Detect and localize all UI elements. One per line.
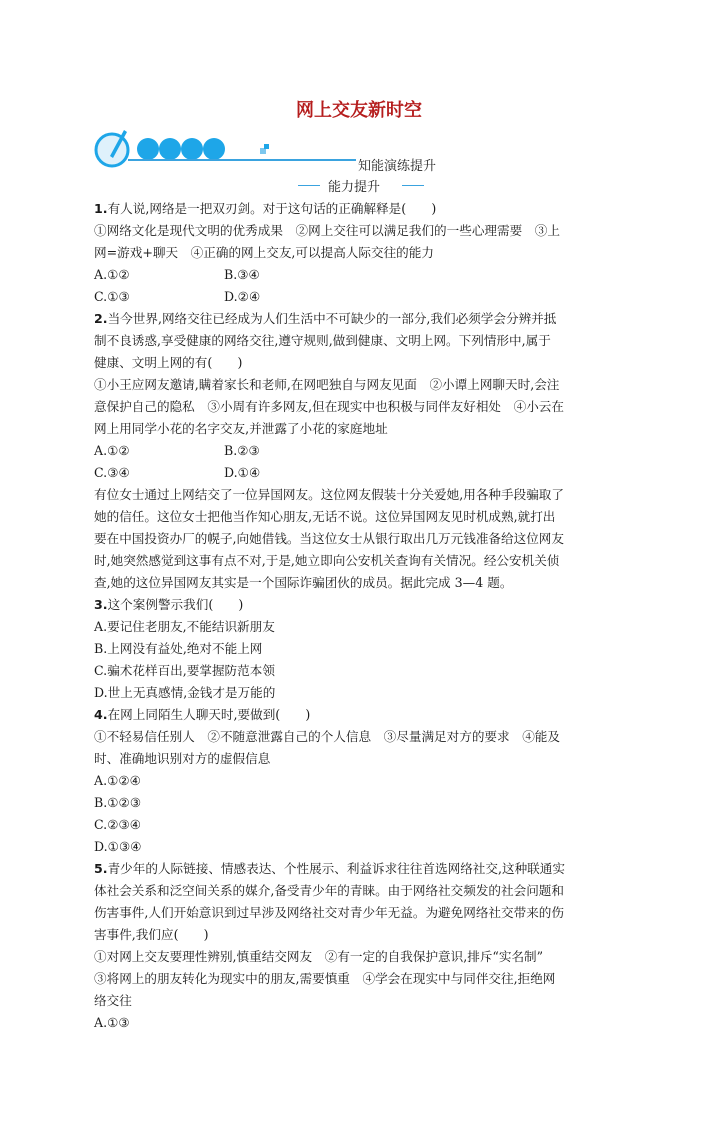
q1-options-row1 [94, 264, 626, 286]
q2-options-row1 [94, 440, 626, 462]
q2-option-c[interactable]: C.③④ [94, 465, 130, 480]
passage-line1: 有位女士通过上网结交了一位异国网友。这位网友假装十分关爱她,用各种手段骗取了 [94, 487, 564, 502]
banner-dot-1 [137, 138, 159, 160]
q5-stem-line4: 害事件,我们应( ) [94, 927, 209, 942]
q5-stem-line1: 5.青少年的人际链接、情感表达、个性展示、利益诉求往往首选网络社交,这种联通实 [94, 861, 565, 876]
q3-stem: 3.这个案例警示我们( ) [94, 597, 244, 612]
subsection-line-left [298, 185, 320, 186]
q1-options-row2 [94, 286, 626, 308]
q5-items-line2: ③将网上的朋友转化为现实中的朋友,需要慎重 ④学会在现实中与同伴交往,拒绝网 [94, 971, 556, 986]
section-heading: 知能演练提升 [358, 159, 437, 174]
q2-stem-line2: 制不良诱惑,享受健康的网络交往,遵守规则,做到健康、文明上网。下列情形中,属于 [94, 333, 551, 348]
q1-items-line1: ①网络文化是现代文明的优秀成果 ②网上交往可以满足我们的一些心理需要 ③上 [94, 223, 560, 238]
q4-option-b[interactable]: B.①②③ [94, 795, 142, 810]
q2-items-line3: 网上用同学小花的名字交友,并泄露了小花的家庭地址 [94, 421, 388, 436]
q3-option-d[interactable]: D.世上无真感情,金钱才是万能的 [94, 685, 276, 700]
q5-items-line1: ①对网上交友要理性辨别,慎重结交网友 ②有一定的自我保护意识,排斥“实名制” [94, 949, 544, 964]
question-content [94, 198, 626, 1034]
banner-line [128, 159, 356, 161]
q5-option-a[interactable]: A.①③ [94, 1015, 130, 1030]
q3-option-b[interactable]: B.上网没有益处,绝对不能上网 [94, 641, 263, 656]
q5-items-line3: 络交往 [94, 993, 132, 1008]
passage-line2: 她的信任。这位女士把他当作知心朋友,无话不说。这位异国网友见时机成熟,就打出 [94, 509, 556, 524]
q1-option-a[interactable]: A.①② [94, 267, 130, 282]
banner-dot-2 [159, 138, 181, 160]
passage-line5: 查,她的这位异国网友其实是一个国际诈骗团伙的成员。据此完成 3—4 题。 [94, 575, 513, 590]
subsection-line-right [402, 185, 424, 186]
q5-stem-line3: 伤害事件,人们开始意识到过早涉及网络社交对青少年无益。为避免网络社交带来的伤 [94, 905, 564, 920]
banner-square-2 [264, 144, 269, 149]
q2-option-d[interactable]: D.①④ [224, 465, 261, 480]
q3-option-c[interactable]: C.骗术花样百出,要掌握防范本领 [94, 663, 275, 678]
q4-items-line1: ①不轻易信任别人 ②不随意泄露自己的个人信息 ③尽量满足对方的要求 ④能及 [94, 729, 560, 744]
q2-items-line1: ①小王应网友邀请,瞒着家长和老师,在网吧独自与网友见面 ②小谭上网聊天时,会注 [94, 377, 560, 392]
q4-stem: 4.在网上同陌生人聊天时,要做到( ) [94, 707, 311, 722]
banner-dot-3 [181, 138, 203, 160]
q1-option-b[interactable]: B.③④ [224, 267, 260, 282]
q4-option-c[interactable]: C.②③④ [94, 817, 142, 832]
banner-dot-4 [203, 138, 225, 160]
q2-items-line2: 意保护自己的隐私 ③小周有许多网友,但在现实中也积极与同伴友好相处 ④小云在 [94, 399, 564, 414]
q4-option-a[interactable]: A.①②④ [94, 773, 141, 788]
q2-option-b[interactable]: B.②③ [224, 443, 260, 458]
subsection-label: 能力提升 [328, 180, 381, 195]
q2-options-row2 [94, 462, 626, 484]
q2-option-a[interactable]: A.①② [94, 443, 130, 458]
q4-items-line2: 时、准确地识别对方的虚假信息 [94, 751, 271, 766]
subsection-heading [298, 176, 424, 194]
passage-line3: 要在中国投资办厂的幌子,向她借钱。当这位女士从银行取出几万元钱准备给这位网友 [94, 531, 564, 546]
q2-stem-line3: 健康、文明上网的有( ) [94, 355, 243, 370]
q1-stem: 1.有人说,网络是一把双刃剑。对于这句话的正确解释是( ) [94, 201, 437, 216]
q4-option-d[interactable]: D.①③④ [94, 839, 142, 854]
q1-option-d[interactable]: D.②④ [224, 289, 261, 304]
q1-option-c[interactable]: C.①③ [94, 289, 130, 304]
q5-stem-line2: 体社会关系和泛空间关系的媒介,备受青少年的青睐。由于网络社交频发的社会问题和 [94, 883, 564, 898]
q3-option-a[interactable]: A.要记住老朋友,不能结识新朋友 [94, 619, 275, 634]
q1-items-line2: 网=游戏+聊天 ④正确的网上交友,可以提高人际交往的能力 [94, 245, 434, 260]
passage-line4: 时,她突然感觉到这事有点不对,于是,她立即向公安机关查询有关情况。经公安机关侦 [94, 553, 560, 568]
q2-stem-line1: 2.当今世界,网络交往已经成为人们生活中不可缺少的一部分,我们必须学会分辨并抵 [94, 311, 557, 326]
page-title: 网上交友新时空 [296, 100, 422, 121]
